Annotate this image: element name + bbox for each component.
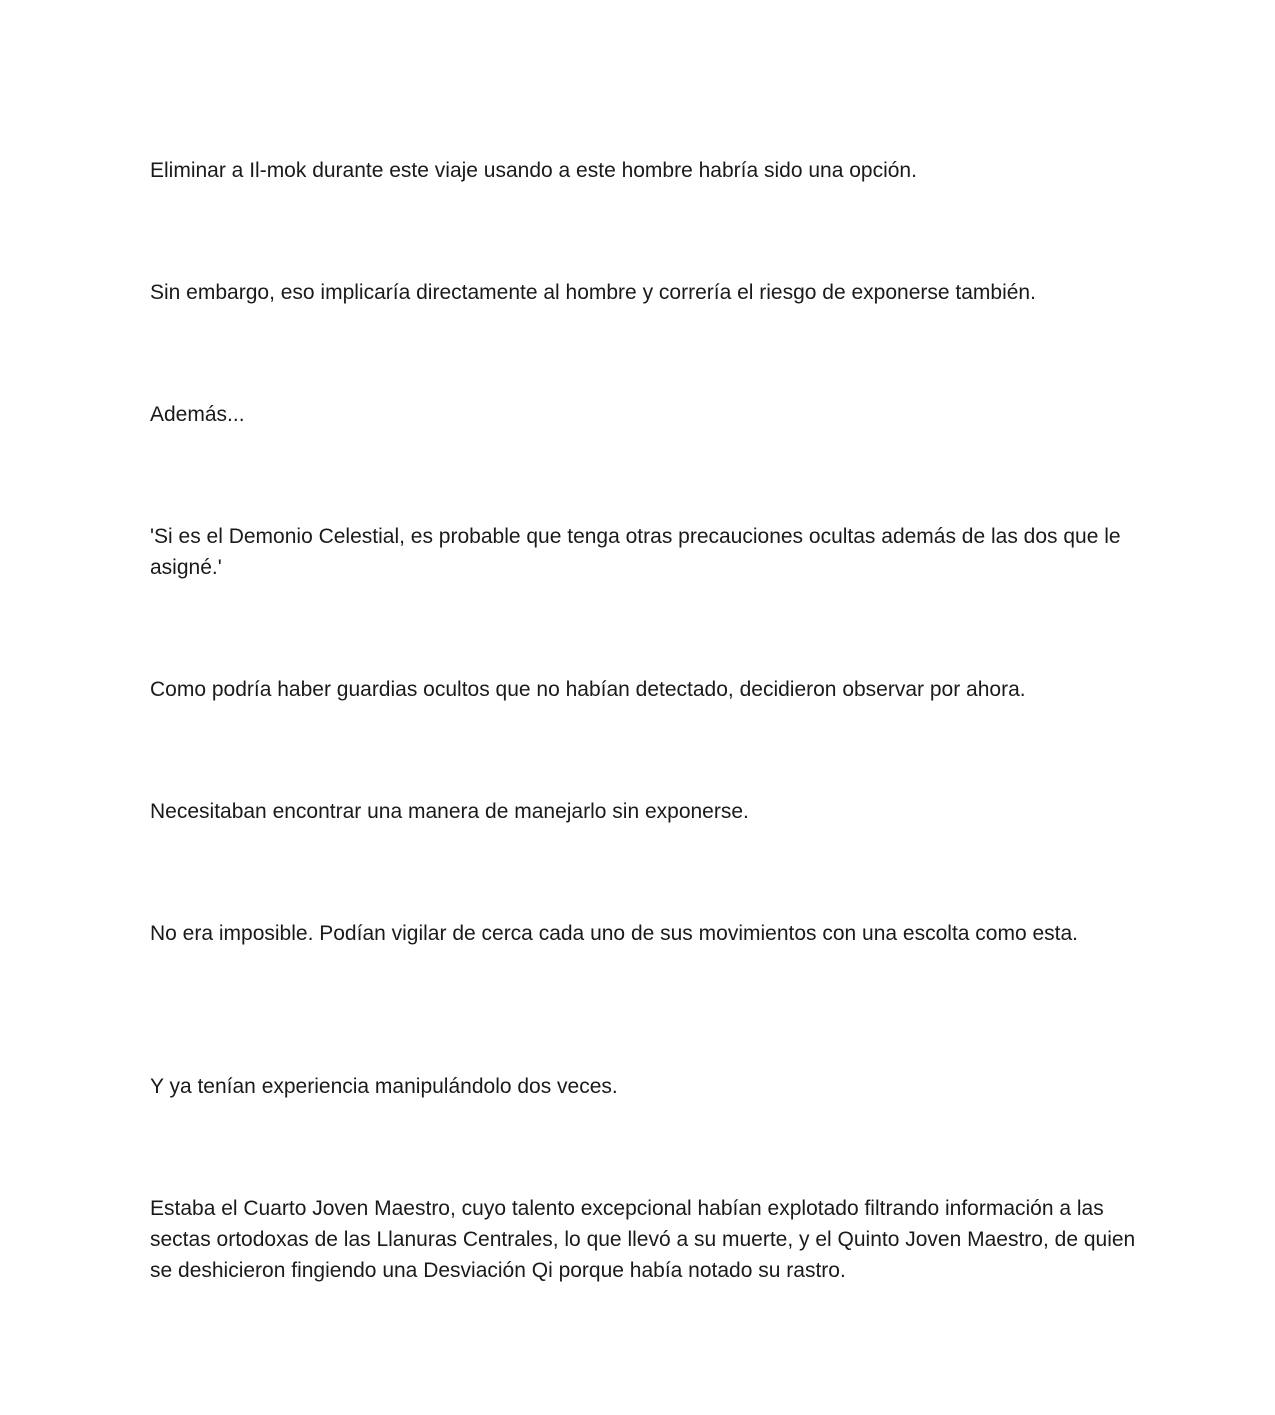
paragraph: Como podría haber guardias ocultos que no habían detectado, decidieron observar por ahora. <box>150 678 1026 701</box>
paragraph: 'Si es el Demonio Celestial, es probable que tenga otras precauciones ocultas además de las dos que le asigné.' <box>150 525 1121 579</box>
paragraph: Sin embargo, eso implicaría directamente al hombre y correría el riesgo de exponerse también. <box>150 281 1036 304</box>
paragraph: Y ya tenían experiencia manipulándolo dos veces. <box>150 1075 618 1098</box>
paragraph: Necesitaban encontrar una manera de manejarlo sin exponerse. <box>150 800 749 823</box>
paragraph: Además... <box>150 403 245 426</box>
paragraph: Estaba el Cuarto Joven Maestro, cuyo talento excepcional habían explotado filtrando información a las sectas ortodoxas de las Llanuras Centrales, lo que llevó a su muerte, y el Quinto Joven Maestro, de quien se deshicieron fingiendo una Desviación Qi porque había notado su rastro. <box>150 1197 1136 1282</box>
paragraph: No era imposible. Podían vigilar de cerca cada uno de sus movimientos con una escolta como esta. <box>150 922 1078 945</box>
paragraph: Eliminar a Il-mok durante este viaje usando a este hombre habría sido una opción. <box>150 159 917 182</box>
